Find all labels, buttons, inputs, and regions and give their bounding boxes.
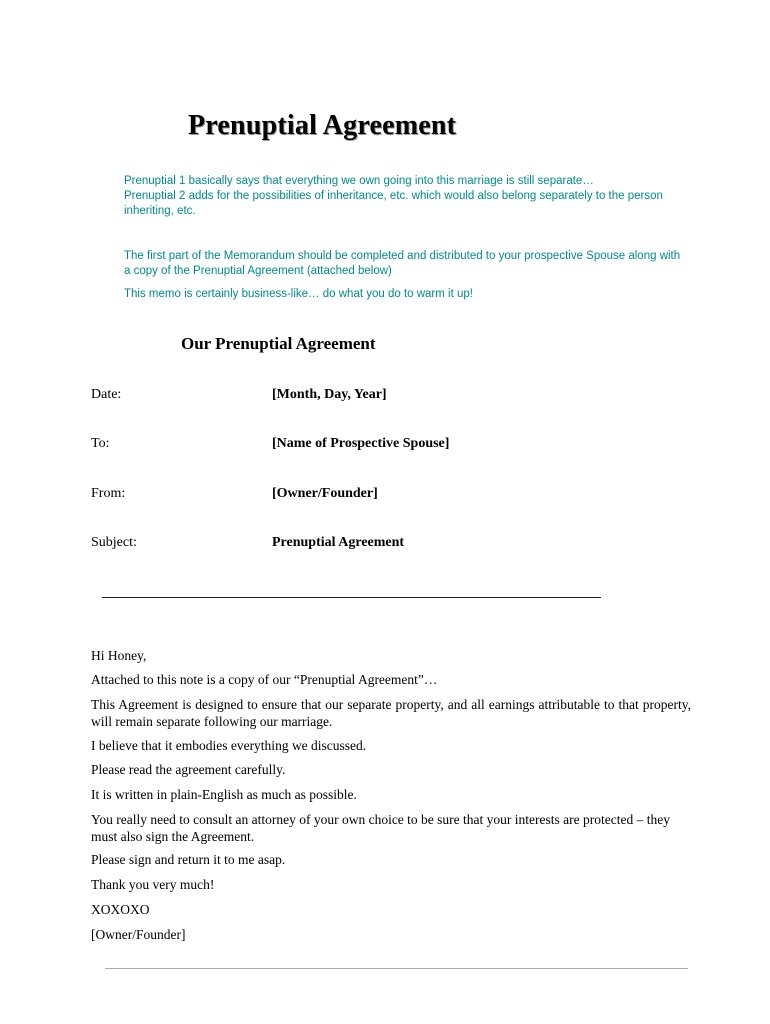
letter-paragraph: It is written in plain-English as much as possible. [91,787,357,802]
memo-heading: Our Prenuptial Agreement [181,334,376,353]
letter-paragraph: Please sign and return it to me asap. [91,852,286,867]
memo-subject-label: Subject: [91,535,137,550]
letter-paragraph: Attached to this note is a copy of our “Prenuptial Agreement”… [91,672,438,687]
instruction-note-memorandum [124,249,684,279]
letter-greeting: Hi Honey, [91,648,147,663]
instruction-line-2: Prenuptial 2 adds for the possibilities of inheritance, etc. which would also belong separately to the person inheriting, etc. [124,190,663,217]
memo-row-to [91,434,691,454]
memo-from-value: [Owner/Founder] [272,486,378,501]
instruction-note-tone [124,287,684,302]
instruction-line-1: Prenuptial 1 basically says that everything we own going into this marriage is still separate… [124,175,594,187]
memo-divider [102,597,601,598]
instruction-line-4: This memo is certainly business-like… do what you do to warm it up! [124,288,473,300]
memo-date-value: [Month, Day, Year] [272,387,387,402]
memo-to-label: To: [91,436,110,451]
memo-row-from [91,484,691,504]
memo-from-label: From: [91,486,126,501]
instruction-note-prenuptial-versions [124,174,684,219]
memo-subject-value: Prenuptial Agreement [272,535,405,550]
letter-paragraph: You really need to consult an attorney of your own choice to be sure that your interests are protected – they must also sign the Agreement. [91,812,670,844]
footer-divider [105,968,688,969]
letter-closing: XOXOXO [91,902,150,917]
letter-paragraph: I believe that it embodies everything we discussed. [91,738,367,753]
instruction-line-3: The first part of the Memorandum should be completed and distributed to your prospective Spouse along with a copy of the Prenuptial Agreement (attached below) [124,250,681,277]
memo-row-date [91,385,691,405]
memo-row-subject [91,533,691,553]
letter-paragraph: Thank you very much! [91,877,215,892]
letter-signature: [Owner/Founder] [91,927,186,942]
memo-to-value: [Name of Prospective Spouse] [272,436,450,451]
memo-date-label: Date: [91,387,122,402]
letter-paragraph: Please read the agreement carefully. [91,762,286,777]
document-title: Prenuptial Agreement [188,110,457,141]
letter-paragraph: This Agreement is designed to ensure that our separate property, and all earnings attributable to that property, will remain separate following our marriage. [91,697,691,729]
